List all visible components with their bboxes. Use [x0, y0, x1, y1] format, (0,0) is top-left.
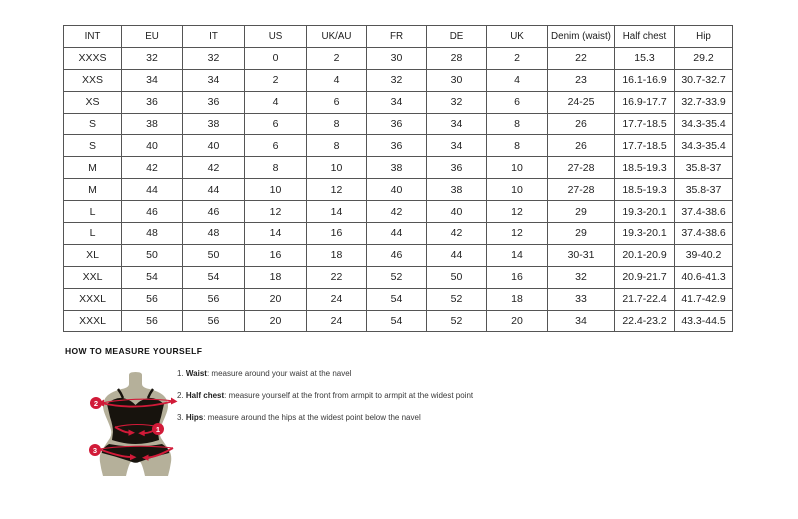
- column-header: Half chest: [615, 26, 675, 48]
- step-text: : measure around your waist at the navel: [206, 369, 352, 378]
- waist-badge: [152, 423, 164, 435]
- size-cell: 18.5-19.3: [615, 179, 675, 201]
- size-chart-header-row: [64, 26, 733, 48]
- size-row: [64, 113, 733, 135]
- measure-step: [177, 390, 507, 403]
- size-cell: XXL: [64, 266, 122, 288]
- size-cell: 18.5-19.3: [615, 157, 675, 179]
- column-header: Denim (waist): [548, 26, 615, 48]
- size-cell: 30-31: [548, 244, 615, 266]
- size-cell: 44: [367, 223, 427, 245]
- step-label: Hips: [185, 412, 204, 422]
- size-cell: 15.3: [615, 47, 675, 69]
- size-cell: 12: [487, 223, 548, 245]
- size-cell: 38: [122, 113, 183, 135]
- size-cell: 36: [122, 91, 183, 113]
- size-cell: 38: [427, 179, 487, 201]
- size-cell: 20: [245, 310, 307, 332]
- size-cell: 34: [548, 310, 615, 332]
- size-cell: 20: [487, 310, 548, 332]
- size-cell: 2: [245, 69, 307, 91]
- size-cell: 10: [245, 179, 307, 201]
- size-cell: 4: [487, 69, 548, 91]
- size-cell: XS: [64, 91, 122, 113]
- size-cell: 2: [307, 47, 367, 69]
- size-cell: XL: [64, 244, 122, 266]
- size-cell: M: [64, 179, 122, 201]
- size-chart-table: [63, 25, 733, 332]
- size-cell: S: [64, 113, 122, 135]
- size-cell: 54: [183, 266, 245, 288]
- svg-text:1: 1: [155, 424, 161, 434]
- size-row: [64, 157, 733, 179]
- size-cell: 14: [307, 201, 367, 223]
- size-cell: 20.1-20.9: [615, 244, 675, 266]
- size-cell: 35.8-37: [675, 179, 733, 201]
- size-cell: 17.7-18.5: [615, 135, 675, 157]
- size-row: [64, 288, 733, 310]
- size-cell: 22.4-23.2: [615, 310, 675, 332]
- size-cell: XXXL: [64, 288, 122, 310]
- size-cell: 27-28: [548, 179, 615, 201]
- size-cell: 8: [307, 113, 367, 135]
- size-cell: 32: [367, 69, 427, 91]
- size-cell: 30: [367, 47, 427, 69]
- size-cell: 37.4-38.6: [675, 201, 733, 223]
- size-cell: 34: [427, 113, 487, 135]
- size-cell: 52: [427, 288, 487, 310]
- size-cell: 32: [548, 266, 615, 288]
- size-cell: 6: [307, 91, 367, 113]
- size-cell: 50: [427, 266, 487, 288]
- size-cell: 52: [367, 266, 427, 288]
- chest-badge: [90, 397, 102, 409]
- size-cell: 34: [427, 135, 487, 157]
- svg-text:3: 3: [92, 445, 98, 455]
- size-cell: 56: [183, 310, 245, 332]
- size-cell: 46: [122, 201, 183, 223]
- size-cell: 17.7-18.5: [615, 113, 675, 135]
- size-cell: 23: [548, 69, 615, 91]
- measure-step: [177, 368, 507, 381]
- measure-steps-list: [177, 368, 507, 433]
- size-cell: 29: [548, 201, 615, 223]
- size-cell: L: [64, 201, 122, 223]
- size-cell: 54: [122, 266, 183, 288]
- column-header: UK: [487, 26, 548, 48]
- column-header: IT: [183, 26, 245, 48]
- size-row: [64, 135, 733, 157]
- size-row: [64, 310, 733, 332]
- size-cell: 32: [122, 47, 183, 69]
- size-cell: 56: [183, 288, 245, 310]
- size-cell: 8: [307, 135, 367, 157]
- size-cell: 46: [367, 244, 427, 266]
- size-cell: 36: [367, 113, 427, 135]
- size-cell: 28: [427, 47, 487, 69]
- column-header: FR: [367, 26, 427, 48]
- size-cell: 16: [307, 223, 367, 245]
- size-cell: 48: [122, 223, 183, 245]
- size-cell: 40: [367, 179, 427, 201]
- size-cell: 22: [307, 266, 367, 288]
- size-cell: 30.7-32.7: [675, 69, 733, 91]
- size-cell: 34: [183, 69, 245, 91]
- size-cell: 36: [183, 91, 245, 113]
- size-cell: 6: [245, 135, 307, 157]
- size-cell: 56: [122, 288, 183, 310]
- column-header: DE: [427, 26, 487, 48]
- size-cell: XXXS: [64, 47, 122, 69]
- size-cell: 42: [427, 223, 487, 245]
- column-header: Hip: [675, 26, 733, 48]
- size-cell: 27-28: [548, 157, 615, 179]
- step-label: Waist: [185, 369, 207, 378]
- size-cell: 24: [307, 288, 367, 310]
- size-cell: S: [64, 135, 122, 157]
- size-row: [64, 69, 733, 91]
- measure-section-title: HOW TO MEASURE YOURSELF: [65, 346, 203, 356]
- size-cell: 19.3-20.1: [615, 201, 675, 223]
- size-cell: 50: [122, 244, 183, 266]
- step-number: 1.: [177, 369, 186, 378]
- size-cell: 24: [307, 310, 367, 332]
- size-cell: 16.9-17.7: [615, 91, 675, 113]
- size-cell: 10: [487, 179, 548, 201]
- size-row: [64, 47, 733, 69]
- size-cell: 8: [245, 157, 307, 179]
- size-cell: 8: [487, 113, 548, 135]
- size-cell: 24-25: [548, 91, 615, 113]
- size-cell: 46: [183, 201, 245, 223]
- size-cell: L: [64, 223, 122, 245]
- size-cell: 10: [307, 157, 367, 179]
- hips-badge: [89, 444, 101, 456]
- size-cell: 40: [122, 135, 183, 157]
- size-cell: 54: [367, 310, 427, 332]
- size-cell: 22: [548, 47, 615, 69]
- size-cell: 36: [427, 157, 487, 179]
- size-cell: 4: [307, 69, 367, 91]
- size-cell: 35.8-37: [675, 157, 733, 179]
- size-cell: 34: [122, 69, 183, 91]
- size-cell: 12: [487, 201, 548, 223]
- size-cell: 18: [307, 244, 367, 266]
- size-cell: 52: [427, 310, 487, 332]
- size-cell: 16: [245, 244, 307, 266]
- size-cell: 29.2: [675, 47, 733, 69]
- size-cell: 0: [245, 47, 307, 69]
- size-cell: 48: [183, 223, 245, 245]
- size-cell: 2: [487, 47, 548, 69]
- size-cell: 42: [183, 157, 245, 179]
- size-cell: M: [64, 157, 122, 179]
- size-cell: 16: [487, 266, 548, 288]
- column-header: INT: [64, 26, 122, 48]
- size-cell: 21.7-22.4: [615, 288, 675, 310]
- size-cell: 34: [367, 91, 427, 113]
- step-number: 3.: [177, 412, 186, 422]
- measurement-figure: [85, 370, 185, 482]
- size-cell: XXXL: [64, 310, 122, 332]
- column-header: UK/AU: [307, 26, 367, 48]
- size-cell: 38: [367, 157, 427, 179]
- size-cell: 4: [245, 91, 307, 113]
- size-cell: 56: [122, 310, 183, 332]
- size-cell: 26: [548, 113, 615, 135]
- size-cell: 42: [122, 157, 183, 179]
- size-row: [64, 266, 733, 288]
- mannequin-illustration: [85, 370, 185, 482]
- size-cell: 44: [427, 244, 487, 266]
- size-cell: 54: [367, 288, 427, 310]
- size-cell: 14: [245, 223, 307, 245]
- column-header: EU: [122, 26, 183, 48]
- svg-text:2: 2: [93, 398, 99, 408]
- size-cell: 32.7-33.9: [675, 91, 733, 113]
- size-row: [64, 223, 733, 245]
- size-cell: 18: [245, 266, 307, 288]
- size-row: [64, 91, 733, 113]
- size-cell: 36: [367, 135, 427, 157]
- size-cell: 40: [183, 135, 245, 157]
- size-cell: 40: [427, 201, 487, 223]
- size-cell: 39-40.2: [675, 244, 733, 266]
- size-row: [64, 244, 733, 266]
- step-number: 2.: [177, 390, 186, 400]
- size-row: [64, 179, 733, 201]
- size-cell: 42: [367, 201, 427, 223]
- size-cell: 34.3-35.4: [675, 113, 733, 135]
- step-text: : measure around the hips at the widest point below the navel: [203, 412, 421, 422]
- size-cell: 29: [548, 223, 615, 245]
- size-cell: 12: [307, 179, 367, 201]
- size-cell: 37.4-38.6: [675, 223, 733, 245]
- step-text: : measure yourself at the front from armpit to armpit at the widest point: [224, 390, 474, 400]
- size-cell: 20: [245, 288, 307, 310]
- size-cell: 44: [122, 179, 183, 201]
- measure-step: [177, 412, 507, 425]
- size-cell: 50: [183, 244, 245, 266]
- column-header: US: [245, 26, 307, 48]
- size-row: [64, 201, 733, 223]
- size-cell: 20.9-21.7: [615, 266, 675, 288]
- size-cell: 30: [427, 69, 487, 91]
- size-cell: 6: [487, 91, 548, 113]
- size-cell: 32: [427, 91, 487, 113]
- size-cell: 16.1-16.9: [615, 69, 675, 91]
- size-cell: 10: [487, 157, 548, 179]
- step-label: Half chest: [185, 390, 225, 400]
- size-cell: 8: [487, 135, 548, 157]
- size-cell: 12: [245, 201, 307, 223]
- size-cell: 32: [183, 47, 245, 69]
- size-cell: 41.7-42.9: [675, 288, 733, 310]
- size-cell: 26: [548, 135, 615, 157]
- size-cell: 14: [487, 244, 548, 266]
- size-cell: 38: [183, 113, 245, 135]
- size-cell: 44: [183, 179, 245, 201]
- size-cell: 40.6-41.3: [675, 266, 733, 288]
- size-cell: 34.3-35.4: [675, 135, 733, 157]
- size-cell: XXS: [64, 69, 122, 91]
- size-cell: 19.3-20.1: [615, 223, 675, 245]
- size-cell: 33: [548, 288, 615, 310]
- size-cell: 18: [487, 288, 548, 310]
- size-cell: 43.3-44.5: [675, 310, 733, 332]
- size-cell: 6: [245, 113, 307, 135]
